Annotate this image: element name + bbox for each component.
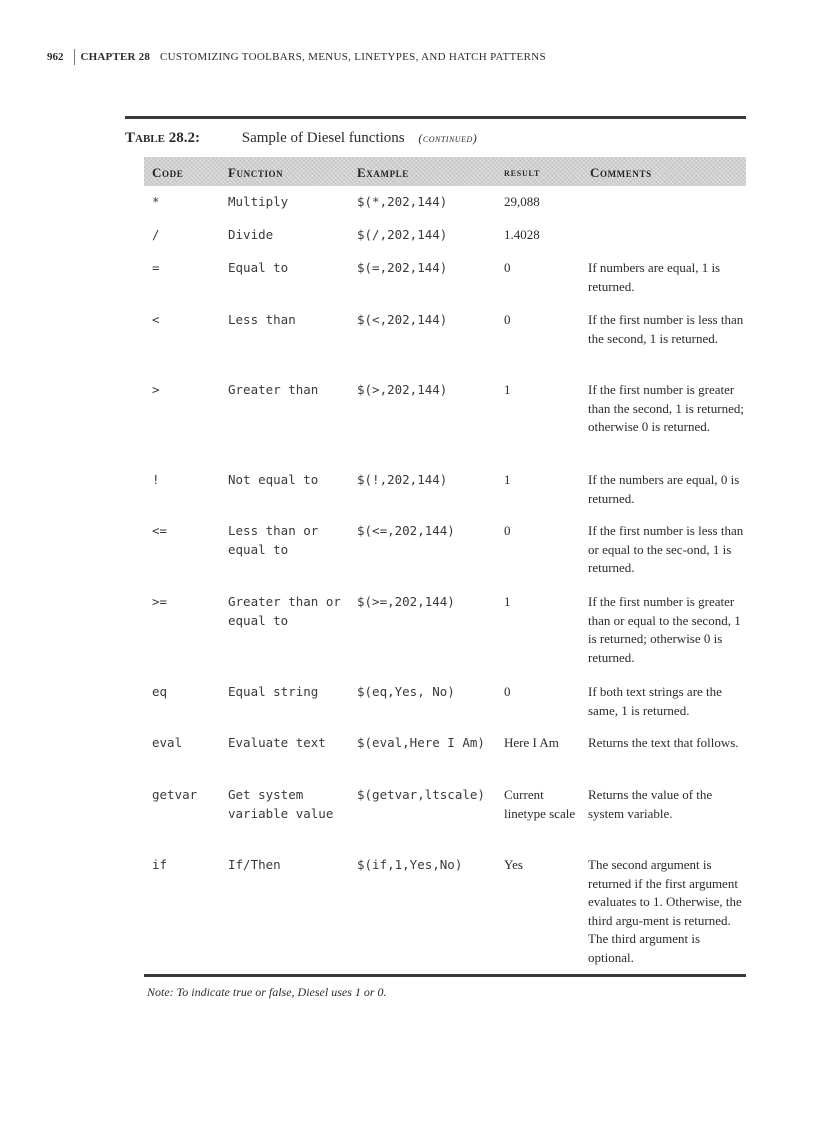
chapter-label: CHAPTER 28 (80, 51, 151, 63)
cell-code: if (152, 857, 168, 872)
cell-function: Get system variable value (228, 787, 334, 821)
cell-comments: If the first number is greater than the second, 1 is returned; otherwise 0 is returned. (588, 382, 744, 434)
cell-code: * (152, 194, 160, 209)
cell-result: Here I Am (504, 735, 559, 750)
header-function: Function (228, 165, 284, 180)
table-title: Sample of Diesel functions (241, 130, 405, 146)
chapter-title: CUSTOMIZING TOOLBARS, MENUS, LINETYPES, AND HATCH PATTERNS (160, 51, 546, 63)
table-caption (125, 130, 477, 147)
cell-function: Divide (228, 227, 274, 242)
cell-code: ! (152, 472, 160, 487)
cell-result: Yes (504, 857, 523, 872)
running-head-divider (74, 49, 75, 65)
cell-comments: If the first number is less than the second, 1 is returned. (588, 312, 744, 346)
cell-example: $(!,202,144) (357, 472, 448, 487)
cell-function: Less than (228, 312, 296, 327)
cell-result: 1 (504, 382, 511, 397)
cell-comments: If the numbers are equal, 0 is returned. (588, 472, 740, 506)
table-bottom-rule (144, 974, 746, 977)
header-example: Example (357, 165, 409, 180)
running-head (47, 48, 546, 66)
cell-code: <= (152, 523, 168, 538)
cell-comments: The second argument is returned if the first argument evaluates to 1. Otherwise, the third argu-ment is returned. The third argument is optional. (588, 857, 742, 965)
cell-code: < (152, 312, 160, 327)
cell-function: Less than or equal to (228, 523, 319, 557)
cell-example: $(if,1,Yes,No) (357, 857, 463, 872)
cell-code: getvar (152, 787, 198, 802)
cell-result: 0 (504, 312, 511, 327)
table-top-rule (125, 116, 746, 119)
cell-comments: If the first number is less than or equal to the sec-ond, 1 is returned. (588, 523, 744, 575)
cell-code: = (152, 260, 160, 275)
cell-function: If/Then (228, 857, 281, 872)
cell-result: 1 (504, 472, 511, 487)
cell-result: 1.4028 (504, 227, 540, 242)
cell-code: > (152, 382, 160, 397)
cell-example: $(<,202,144) (357, 312, 448, 327)
page-number: 962 (47, 51, 64, 63)
cell-comments: If both text strings are the same, 1 is returned. (588, 684, 722, 718)
cell-code: eq (152, 684, 168, 699)
table-note: Note: To indicate true or false, Diesel uses 1 or 0. (147, 985, 387, 999)
cell-example: $(eq,Yes, No) (357, 684, 455, 699)
cell-function: Equal string (228, 684, 319, 699)
header-comments: Comments (590, 165, 652, 180)
cell-example: $(getvar,ltscale) (357, 787, 485, 802)
cell-result: 1 (504, 594, 511, 609)
table-continued-label: (continued) (418, 131, 478, 145)
cell-comments: Returns the text that follows. (588, 735, 739, 750)
cell-code: eval (152, 735, 183, 750)
cell-function: Not equal to (228, 472, 319, 487)
cell-result: 0 (504, 684, 511, 699)
cell-result: 0 (504, 523, 511, 538)
cell-comments: Returns the value of the system variable. (588, 787, 713, 821)
cell-function: Greater than or equal to (228, 594, 341, 628)
cell-result: 29,088 (504, 194, 540, 209)
cell-example: $(>=,202,144) (357, 594, 455, 609)
cell-comments: If the first number is greater than or equal to the second, 1 is returned; otherwise 0 is returned. (588, 594, 741, 665)
cell-example: $(/,202,144) (357, 227, 448, 242)
cell-code: >= (152, 594, 168, 609)
cell-example: $(eval,Here I Am) (357, 735, 485, 750)
table-header-row (144, 157, 746, 186)
header-result: result (504, 167, 541, 179)
header-code: Code (152, 165, 184, 180)
cell-example: $(=,202,144) (357, 260, 448, 275)
cell-example: $(*,202,144) (357, 194, 448, 209)
cell-function: Equal to (228, 260, 289, 275)
cell-result: Current linetype scale (504, 787, 576, 821)
cell-function: Evaluate text (228, 735, 326, 750)
cell-example: $(>,202,144) (357, 382, 448, 397)
cell-code: / (152, 227, 160, 242)
cell-function: Multiply (228, 194, 289, 209)
table-label: Table 28.2: (125, 130, 200, 146)
cell-example: $(<=,202,144) (357, 523, 455, 538)
cell-comments: If numbers are equal, 1 is returned. (588, 260, 721, 294)
cell-function: Greater than (228, 382, 319, 397)
cell-result: 0 (504, 260, 511, 275)
